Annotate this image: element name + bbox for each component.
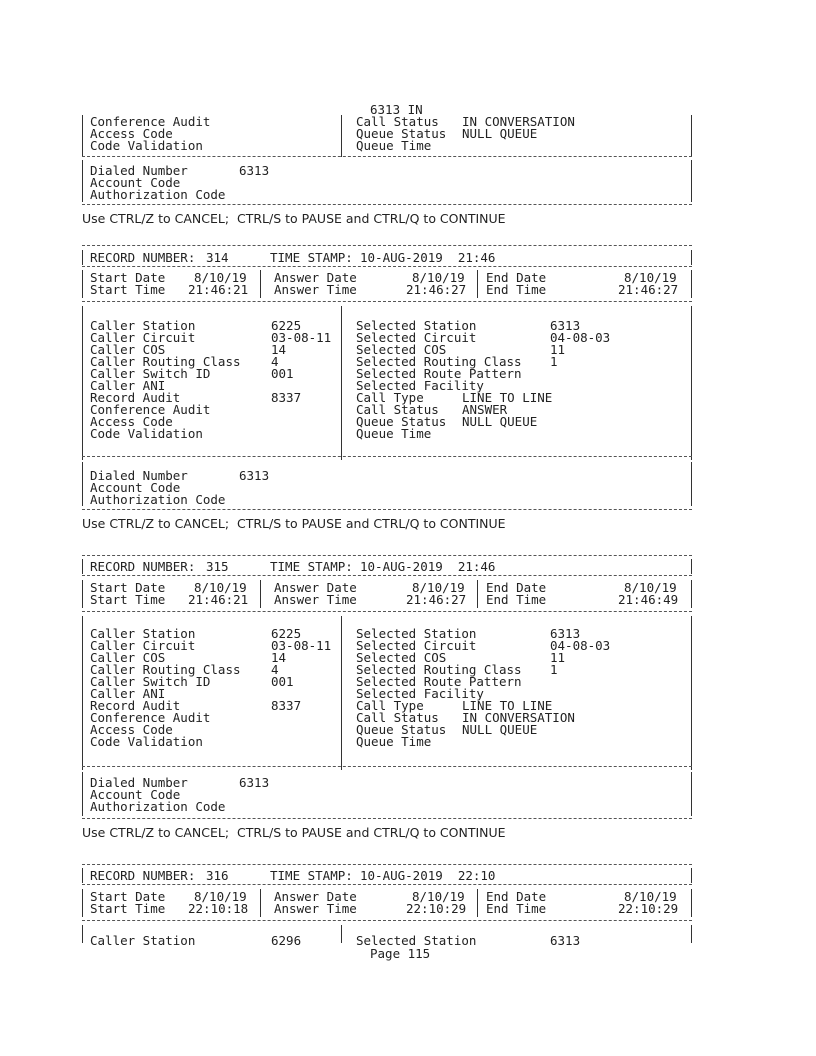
field-label: Selected COS bbox=[356, 342, 447, 357]
field-label: Queue Status bbox=[356, 414, 447, 429]
field-label: Conference Audit bbox=[90, 114, 211, 129]
right-border bbox=[691, 868, 692, 883]
field-value: 04-08-03 bbox=[550, 330, 611, 345]
start-time-label: Start Time bbox=[90, 901, 166, 916]
end-time-label: End Time bbox=[486, 592, 547, 607]
field-label: Selected Routing Class bbox=[356, 662, 522, 677]
field-value: 04-08-03 bbox=[550, 638, 611, 653]
field-label: Conference Audit bbox=[90, 710, 211, 725]
end-date-label: End Date bbox=[486, 270, 547, 285]
end-time: 21:46:27 bbox=[618, 282, 679, 297]
field-value: 1 bbox=[550, 662, 558, 677]
answer-time: 21:46:27 bbox=[406, 282, 467, 297]
start-time: 22:10:18 bbox=[188, 901, 249, 916]
section-divider bbox=[82, 509, 692, 510]
start-date: 8/10/19 bbox=[194, 889, 247, 904]
time-stamp-label: TIME STAMP: bbox=[270, 250, 353, 265]
section-divider bbox=[82, 156, 692, 157]
start-date-label: Start Date bbox=[90, 270, 166, 285]
section-divider bbox=[82, 575, 692, 576]
section-divider bbox=[82, 920, 692, 921]
end-date: 8/10/19 bbox=[624, 889, 677, 904]
field-value: LINE TO LINE bbox=[462, 698, 553, 713]
field-value: 6313 bbox=[239, 163, 270, 178]
field-label: Code Validation bbox=[90, 734, 203, 749]
field-label: Authorization Code bbox=[90, 799, 226, 814]
section-divider bbox=[82, 818, 692, 819]
field-label: Queue Time bbox=[356, 734, 432, 749]
answer-date: 8/10/19 bbox=[412, 889, 465, 904]
field-label: Caller COS bbox=[90, 650, 166, 665]
cancel-instructions: Use CTRL/Z to CANCEL; CTRL/S to PAUSE and CTRL/Q to CONTINUE bbox=[82, 211, 506, 226]
field-value: 11 bbox=[550, 650, 566, 665]
field-label: Code Validation bbox=[90, 138, 203, 153]
record-top-border bbox=[82, 555, 692, 556]
left-border bbox=[82, 306, 83, 460]
left-border bbox=[82, 160, 83, 202]
section-divider bbox=[82, 766, 692, 767]
start-time: 21:46:21 bbox=[188, 282, 249, 297]
page-number: Page 115 bbox=[370, 946, 431, 961]
record-top-border bbox=[82, 245, 692, 246]
field-label: Caller ANI bbox=[90, 378, 166, 393]
right-border bbox=[691, 580, 692, 608]
field-value: 11 bbox=[550, 342, 566, 357]
field-label: Caller Routing Class bbox=[90, 354, 241, 369]
end-time: 21:46:49 bbox=[618, 592, 679, 607]
field-label: Selected Facility bbox=[356, 378, 484, 393]
field-value: 14 bbox=[271, 650, 287, 665]
field-value: NULL QUEUE bbox=[462, 414, 538, 429]
left-border bbox=[82, 889, 83, 917]
record-number-label: RECORD NUMBER: bbox=[90, 868, 196, 883]
cancel-instructions: Use CTRL/Z to CANCEL; CTRL/S to PAUSE and CTRL/Q to CONTINUE bbox=[82, 825, 506, 840]
column-divider bbox=[260, 270, 261, 298]
field-value: LINE TO LINE bbox=[462, 390, 553, 405]
answer-date: 8/10/19 bbox=[412, 580, 465, 595]
field-value: 14 bbox=[271, 342, 287, 357]
field-value: IN CONVERSATION bbox=[462, 710, 575, 725]
field-label: Caller Station bbox=[90, 626, 196, 641]
section-divider bbox=[82, 884, 692, 885]
field-label: Access Code bbox=[90, 722, 173, 737]
column-divider bbox=[341, 616, 342, 770]
end-date: 8/10/19 bbox=[624, 580, 677, 595]
column-divider bbox=[477, 889, 478, 917]
right-border bbox=[691, 270, 692, 298]
section-divider bbox=[82, 266, 692, 267]
answer-date: 8/10/19 bbox=[412, 270, 465, 285]
right-border bbox=[691, 160, 692, 202]
field-value: 1 bbox=[550, 354, 558, 369]
field-label: Conference Audit bbox=[90, 402, 211, 417]
field-label: Caller Switch ID bbox=[90, 674, 211, 689]
field-value: 6313 bbox=[550, 933, 581, 948]
field-value: 8337 bbox=[271, 390, 302, 405]
field-label: Call Status bbox=[356, 710, 439, 725]
field-label: Caller Circuit bbox=[90, 330, 196, 345]
field-label: Record Audit bbox=[90, 390, 181, 405]
section-divider bbox=[82, 204, 692, 205]
record-number-label: RECORD NUMBER: bbox=[90, 559, 196, 574]
left-border bbox=[82, 616, 83, 770]
field-value: 6313 bbox=[550, 626, 581, 641]
right-border bbox=[691, 250, 692, 265]
field-label: Caller Station bbox=[90, 933, 196, 948]
field-value: 6313 bbox=[239, 468, 270, 483]
field-value: 8337 bbox=[271, 698, 302, 713]
field-label: Authorization Code bbox=[90, 492, 226, 507]
answer-time-label: Answer Time bbox=[274, 901, 357, 916]
time-stamp: 10-AUG-2019 22:10 bbox=[360, 868, 496, 883]
answer-time-label: Answer Time bbox=[274, 282, 357, 297]
end-date-label: End Date bbox=[486, 889, 547, 904]
end-time: 22:10:29 bbox=[618, 901, 679, 916]
record-number: 314 bbox=[206, 250, 229, 265]
left-border bbox=[82, 580, 83, 608]
left-border bbox=[82, 250, 83, 265]
end-date-label: End Date bbox=[486, 580, 547, 595]
end-time-label: End Time bbox=[486, 901, 547, 916]
section-divider bbox=[82, 301, 692, 302]
answer-date-label: Answer Date bbox=[274, 580, 357, 595]
section-divider bbox=[82, 456, 692, 457]
end-time-label: End Time bbox=[486, 282, 547, 297]
right-border bbox=[691, 306, 692, 460]
record-number: 315 bbox=[206, 559, 229, 574]
field-label: Selected Routing Class bbox=[356, 354, 522, 369]
start-time-label: Start Time bbox=[90, 592, 166, 607]
time-stamp-label: TIME STAMP: bbox=[270, 559, 353, 574]
column-divider bbox=[341, 306, 342, 460]
field-value: NULL QUEUE bbox=[462, 722, 538, 737]
right-border bbox=[691, 772, 692, 816]
left-border bbox=[82, 462, 83, 506]
field-value: 4 bbox=[271, 662, 279, 677]
field-label: Code Validation bbox=[90, 426, 203, 441]
field-label: Caller COS bbox=[90, 342, 166, 357]
end-date: 8/10/19 bbox=[624, 270, 677, 285]
right-border bbox=[691, 462, 692, 506]
field-label: Account Code bbox=[90, 175, 181, 190]
field-value: 6296 bbox=[271, 933, 302, 948]
field-label: Dialed Number bbox=[90, 163, 188, 178]
start-time: 21:46:21 bbox=[188, 592, 249, 607]
answer-date-label: Answer Date bbox=[274, 889, 357, 904]
column-divider bbox=[341, 115, 342, 157]
column-divider bbox=[260, 580, 261, 608]
column-divider bbox=[260, 889, 261, 917]
column-divider bbox=[477, 580, 478, 608]
time-stamp-label: TIME STAMP: bbox=[270, 868, 353, 883]
field-label: Selected COS bbox=[356, 650, 447, 665]
answer-date-label: Answer Date bbox=[274, 270, 357, 285]
field-label: Access Code bbox=[90, 414, 173, 429]
record-top-border bbox=[82, 864, 692, 865]
field-label: Call Status bbox=[356, 402, 439, 417]
field-label: Selected Facility bbox=[356, 686, 484, 701]
left-border bbox=[82, 270, 83, 298]
field-value: 6313 bbox=[239, 775, 270, 790]
field-value: ANSWER bbox=[462, 402, 508, 417]
field-label: Account Code bbox=[90, 480, 181, 495]
field-label: Queue Time bbox=[356, 426, 432, 441]
field-label: Account Code bbox=[90, 787, 181, 802]
right-border bbox=[691, 616, 692, 770]
field-value: 03-08-11 bbox=[271, 638, 332, 653]
field-label: Authorization Code bbox=[90, 187, 226, 202]
start-date-label: Start Date bbox=[90, 889, 166, 904]
left-border bbox=[82, 925, 83, 943]
field-value: 4 bbox=[271, 354, 279, 369]
field-label: Selected Station bbox=[356, 318, 477, 333]
field-label: Selected Route Pattern bbox=[356, 366, 522, 381]
cancel-instructions: Use CTRL/Z to CANCEL; CTRL/S to PAUSE and CTRL/Q to CONTINUE bbox=[82, 516, 506, 531]
start-date: 8/10/19 bbox=[194, 580, 247, 595]
field-value: 6225 bbox=[271, 626, 302, 641]
field-label: Selected Circuit bbox=[356, 638, 477, 653]
time-stamp: 10-AUG-2019 21:46 bbox=[360, 250, 496, 265]
field-label: Access Code bbox=[90, 126, 173, 141]
left-border bbox=[82, 868, 83, 883]
record-number-label: RECORD NUMBER: bbox=[90, 250, 196, 265]
field-value: 03-08-11 bbox=[271, 330, 332, 345]
field-label: Queue Status bbox=[356, 722, 447, 737]
field-label: Selected Station bbox=[356, 626, 477, 641]
column-divider bbox=[341, 925, 342, 943]
column-divider bbox=[477, 270, 478, 298]
field-label: Call Type bbox=[356, 698, 424, 713]
left-border bbox=[82, 772, 83, 816]
left-border bbox=[82, 559, 83, 574]
right-border bbox=[691, 559, 692, 574]
answer-time: 21:46:27 bbox=[406, 592, 467, 607]
time-stamp: 10-AUG-2019 21:46 bbox=[360, 559, 496, 574]
start-date-label: Start Date bbox=[90, 580, 166, 595]
field-label: Caller Routing Class bbox=[90, 662, 241, 677]
field-label: Queue Status bbox=[356, 126, 447, 141]
trunk-header: 6313 IN bbox=[370, 102, 423, 117]
left-border bbox=[82, 115, 83, 157]
record-number: 316 bbox=[206, 868, 229, 883]
section-divider bbox=[82, 611, 692, 612]
field-label: Record Audit bbox=[90, 698, 181, 713]
field-label: Queue Time bbox=[356, 138, 432, 153]
field-value: 001 bbox=[271, 674, 294, 689]
right-border bbox=[691, 925, 692, 943]
field-label: Caller Switch ID bbox=[90, 366, 211, 381]
field-label: Caller Circuit bbox=[90, 638, 196, 653]
field-value: NULL QUEUE bbox=[462, 126, 538, 141]
right-border bbox=[691, 115, 692, 157]
field-label: Caller ANI bbox=[90, 686, 166, 701]
answer-time: 22:10:29 bbox=[406, 901, 467, 916]
right-border bbox=[691, 889, 692, 917]
field-label: Caller Station bbox=[90, 318, 196, 333]
field-label: Dialed Number bbox=[90, 468, 188, 483]
field-label: Selected Station bbox=[356, 933, 477, 948]
field-label: Dialed Number bbox=[90, 775, 188, 790]
field-label: Selected Circuit bbox=[356, 330, 477, 345]
field-label: Call Type bbox=[356, 390, 424, 405]
field-value: 001 bbox=[271, 366, 294, 381]
start-time-label: Start Time bbox=[90, 282, 166, 297]
field-value: 6313 bbox=[550, 318, 581, 333]
field-value: 6225 bbox=[271, 318, 302, 333]
field-label: Selected Route Pattern bbox=[356, 674, 522, 689]
field-label: Call Status bbox=[356, 114, 439, 129]
start-date: 8/10/19 bbox=[194, 270, 247, 285]
answer-time-label: Answer Time bbox=[274, 592, 357, 607]
field-value: IN CONVERSATION bbox=[462, 114, 575, 129]
